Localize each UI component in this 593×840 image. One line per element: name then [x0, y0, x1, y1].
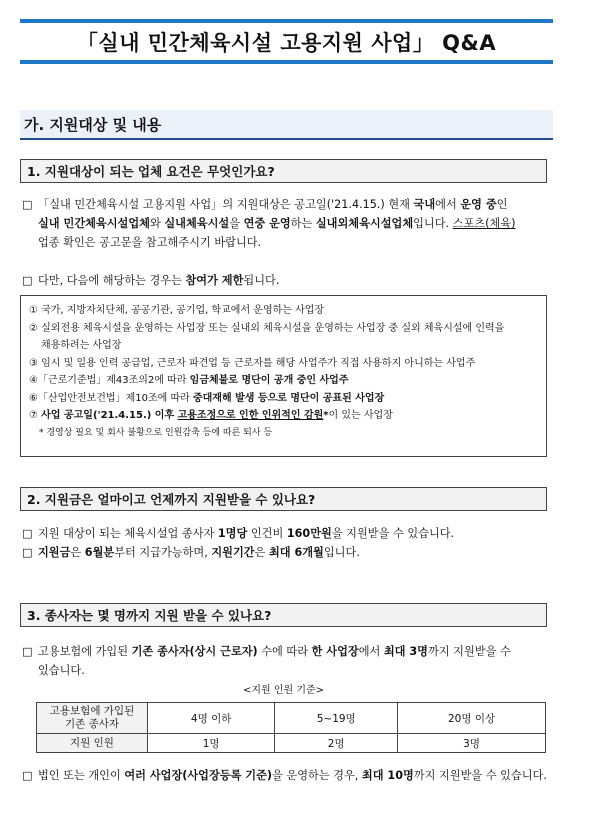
checkbox-bullet: □ — [22, 645, 33, 658]
exclusion-item-continued: 채용하려는 사업장 — [41, 340, 122, 351]
table-cell: 2명 — [275, 734, 398, 753]
table-row-label: 지원 인원 — [37, 734, 148, 753]
exclusion-item: ② 실외전용 체육시설을 운영하는 사업장 또는 실내외 체육시설을 운영하는 사업장 중 실외 체육시설에 인력을 — [29, 322, 505, 334]
table-header-cell: 4명 이하 — [148, 703, 275, 734]
checkbox-bullet: □ — [22, 527, 33, 540]
exclusion-item: ① 국가, 지방자치단체, 공공기관, 공기업, 학교에서 운영하는 사업장 — [29, 305, 325, 316]
exclusion-item: ⑥「산업안전보건법」제10조에 따라 중대재해 발생 등으로 명단이 공표된 사업장 — [29, 392, 385, 404]
question-2-heading: 2. 지원금은 얼마이고 언제까지 지원받을 수 있나요? — [20, 487, 547, 511]
exclusion-item: ③ 임시 및 일용 인력 공급업, 근로자 파견업 등 근로자를 해당 사업주가 직접 사용하지 아니하는 사업주 — [29, 357, 476, 369]
table-cell: 1명 — [148, 734, 275, 753]
q1-answer-paragraph: □ 「실내 민간체육시설 고용지원 사업」의 지원대상은 공고일('21.4.15.) 현재 국내에서 운영 중인 실내 민간체육시설업체와 실내체육시설을 연중 운영하는 실내외체육시설업체입니다. 스포츠(체육) 업종 확인은 공고문을 참고해주시기 바랍니다. — [22, 195, 552, 252]
exclusion-item: ⑦ 사업 공고일('21.4.15.) 이후 고용조정으로 인한 인위적인 감원*이 있는 사업장 — [29, 410, 393, 421]
q2-period-paragraph: □ 지원금은 6월분부터 지급가능하며, 지원기간은 최대 6개월입니다. — [22, 543, 552, 562]
exclusion-item: ④「근로기준법」제43조의2에 따라 임금체불로 명단이 공개 중인 사업주 — [29, 375, 349, 386]
support-headcount-table — [36, 702, 546, 753]
checkbox-bullet: □ — [22, 546, 33, 559]
title-bottom-rule — [20, 60, 553, 64]
exclusion-list-box — [20, 295, 547, 457]
section-heading: 가. 지원대상 및 내용 — [20, 110, 553, 140]
table-row — [37, 703, 546, 734]
table-header-cell: 5~19명 — [275, 703, 398, 734]
checkbox-bullet: □ — [22, 198, 33, 211]
title-top-rule — [20, 19, 553, 23]
table-header-cell: 20명 이상 — [398, 703, 546, 734]
checkbox-bullet: □ — [22, 274, 33, 287]
table-header-cell: 고용보험에 가입된 기존 종사자 — [37, 703, 148, 734]
q3-staff-paragraph: □ 고용보험에 가입된 기존 종사자(상시 근로자) 수에 따라 한 사업장에서 최대 3명까지 지원받을 수 있습니다. — [22, 642, 552, 680]
table-caption: <지원 인원 기준> — [242, 685, 325, 696]
table-cell: 3명 — [398, 734, 546, 753]
question-3-heading: 3. 종사자는 몇 명까지 지원 받을 수 있나요? — [20, 603, 547, 627]
q1-restriction-paragraph: □ 다만, 다음에 해당하는 경우는 참여가 제한됩니다. — [22, 271, 552, 290]
document-title: 「실내 민간체육시설 고용지원 사업」 Q&A — [76, 31, 497, 55]
q2-amount-paragraph: □ 지원 대상이 되는 체육시설업 종사자 1명당 인건비 160만원을 지원받을 수 있습니다. — [22, 524, 552, 543]
checkbox-bullet: □ — [22, 769, 33, 782]
exclusion-footnote: * 경영상 필요 및 회사 불황으로 인원감축 등에 따른 퇴사 등 — [39, 427, 273, 438]
table-row — [37, 734, 546, 753]
q3-multi-site-paragraph: □ 법인 또는 개인이 여러 사업장(사업장등록 기준)을 운영하는 경우, 최대 10명까지 지원받을 수 있습니다. — [22, 766, 552, 785]
question-1-heading: 1. 지원대상이 되는 업체 요건은 무엇인가요? — [20, 159, 547, 183]
